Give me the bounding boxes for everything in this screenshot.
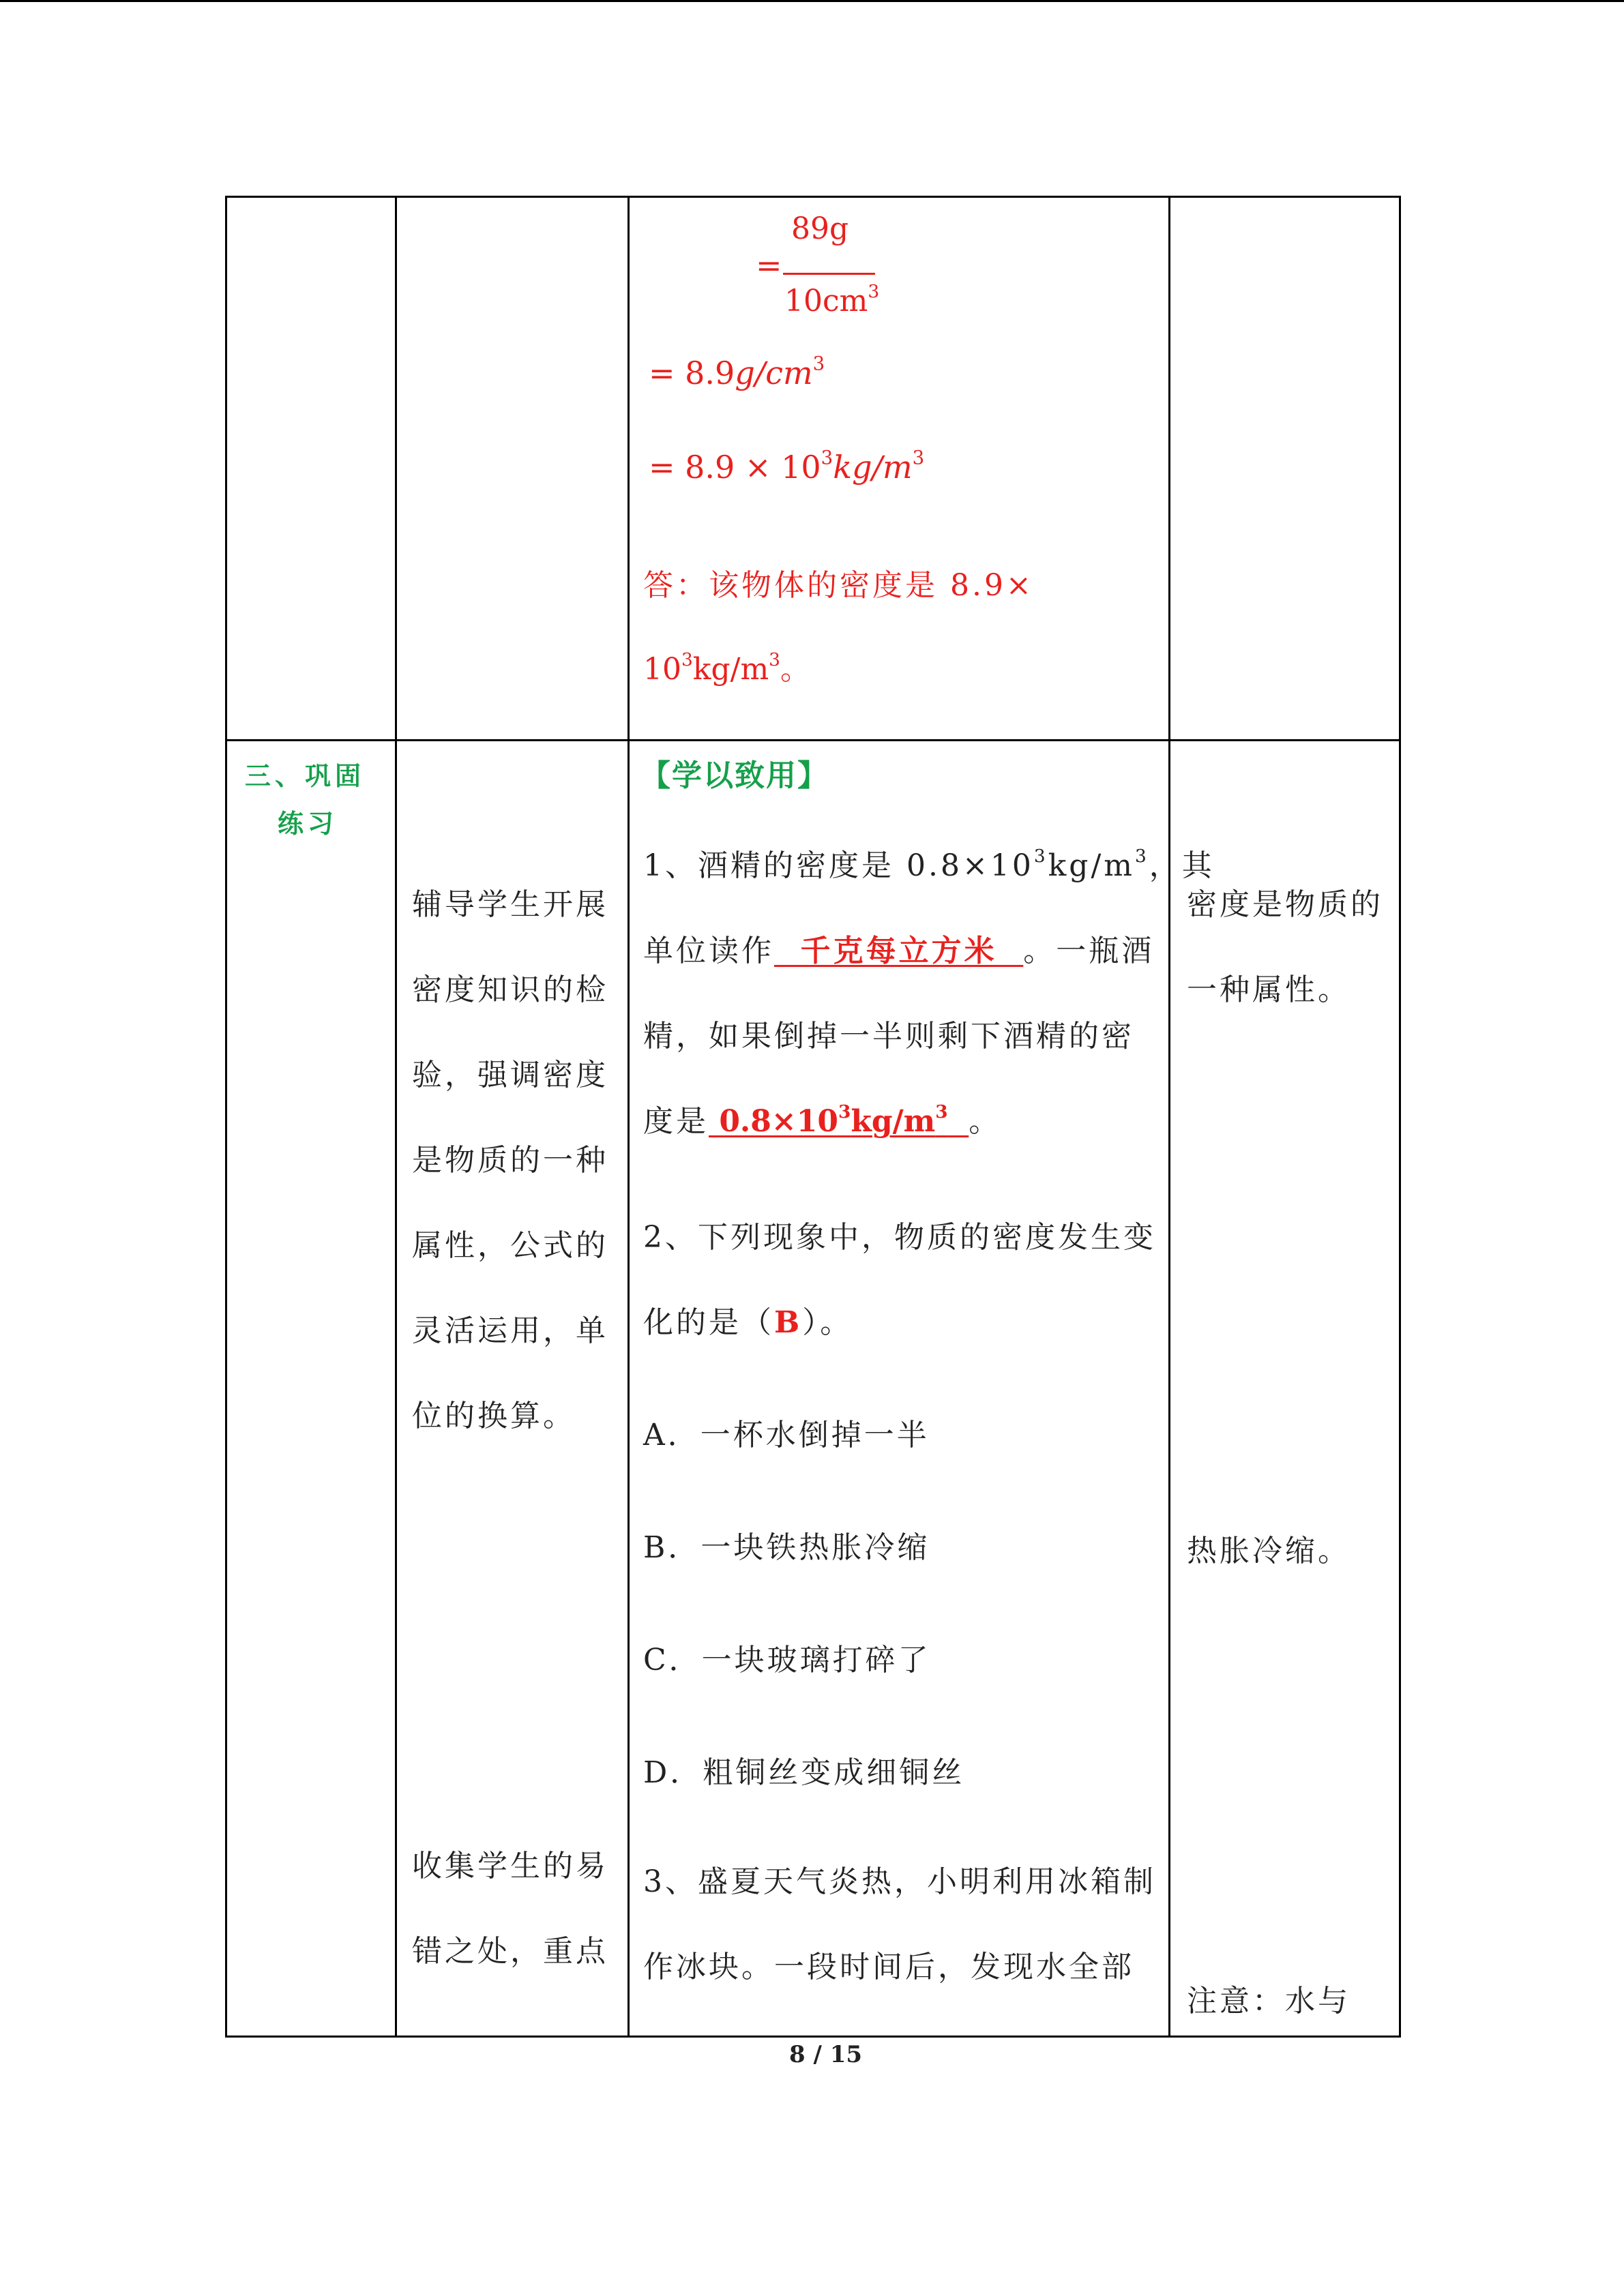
lesson-table xyxy=(225,196,1401,2038)
fraction-bar xyxy=(783,273,875,275)
fraction-numerator: 89g xyxy=(791,211,849,246)
q1-line-3: 精，如果倒掉一半则剩下酒精的密 xyxy=(643,1019,1134,1054)
exercise-cell xyxy=(629,741,1215,2037)
teacher-line: 位的换算。 xyxy=(412,1399,576,1433)
section-cell-empty xyxy=(226,197,396,741)
notes-cell-empty xyxy=(1170,197,1400,741)
answer-line-2: $10^3kg/m^3$。 xyxy=(643,649,810,687)
teacher-line: 验，强调密度 xyxy=(412,1058,608,1092)
q2-line-2: 化的是（B）。 xyxy=(643,1305,853,1340)
calculation-cell xyxy=(629,197,1170,741)
section-title-line-2: 练习 xyxy=(278,808,338,839)
teacher-cell-empty xyxy=(396,197,629,741)
page-number: 8 / 15 xyxy=(789,2041,863,2068)
q1-line-4: 度是 $0.8\times 10^3kg/m^3$ 。 xyxy=(643,1101,1002,1139)
fraction-denominator: $10cm^3$ xyxy=(784,281,880,318)
answer-line-1: 答：该物体的密度是 8.9× xyxy=(643,568,1034,603)
note-attention: 注意：水与 xyxy=(1187,1984,1350,2018)
step-result-kgm3: = $8.9 \times 10^3kg/m^3$ xyxy=(649,446,925,486)
teacher-line: 错之处，重点 xyxy=(412,1934,608,1969)
q2-answer: B xyxy=(774,1305,803,1340)
q1-line-1: 1、酒精的密度是 $0.8\times 10^3kg/m^3$，其 xyxy=(643,846,1215,883)
q2-line-1: 2、下列现象中，物质的密度发生变 xyxy=(643,1220,1156,1255)
table-row xyxy=(226,741,1400,2037)
option-d: D．粗铜丝变成细铜丝 xyxy=(643,1755,965,1790)
teacher-line: 是物质的一种 xyxy=(412,1143,608,1178)
teacher-line: 属性，公式的 xyxy=(412,1228,608,1263)
section-title-line-1: 三、巩固 xyxy=(245,760,366,791)
table-row xyxy=(226,197,1400,741)
q1-answer-density: $0.8\times 10^3kg/m^3$ xyxy=(709,1101,948,1139)
section-cell xyxy=(226,741,396,2037)
option-c: C．一块玻璃打碎了 xyxy=(643,1643,931,1678)
q3-line-2: 作冰块。一段时间后，发现水全部 xyxy=(643,1950,1134,1984)
step-result-gcm3: = $8.9g/cm^3$ xyxy=(649,352,825,391)
teacher-activity-cell xyxy=(396,741,629,2037)
teacher-line: 灵活运用，单 xyxy=(412,1313,608,1348)
note-line: 一种属性。 xyxy=(1187,972,1350,1007)
option-a: A．一杯水倒掉一半 xyxy=(643,1418,930,1452)
q1-answer-unit-reading: 千克每立方米 xyxy=(774,934,1024,968)
q1-line-2: 单位读作 千克每立方米 。一瓶酒 xyxy=(643,934,1155,968)
option-b: B．一块铁热胀冷缩 xyxy=(643,1530,930,1565)
teacher-line: 辅导学生开展 xyxy=(412,887,608,922)
fraction-eq-sign: = xyxy=(756,247,782,284)
teacher-line: 密度知识的检 xyxy=(412,972,608,1007)
exercise-heading: 【学以致用】 xyxy=(640,758,829,793)
note-line: 密度是物质的 xyxy=(1187,887,1383,922)
note-thermal-expansion: 热胀冷缩。 xyxy=(1187,1534,1350,1568)
teacher-line: 收集学生的易 xyxy=(412,1849,608,1883)
q3-line-1: 3、盛夏天气炎热，小明利用冰箱制 xyxy=(643,1864,1156,1899)
notes-cell xyxy=(1170,741,1400,2037)
top-border-line xyxy=(0,0,1624,2)
